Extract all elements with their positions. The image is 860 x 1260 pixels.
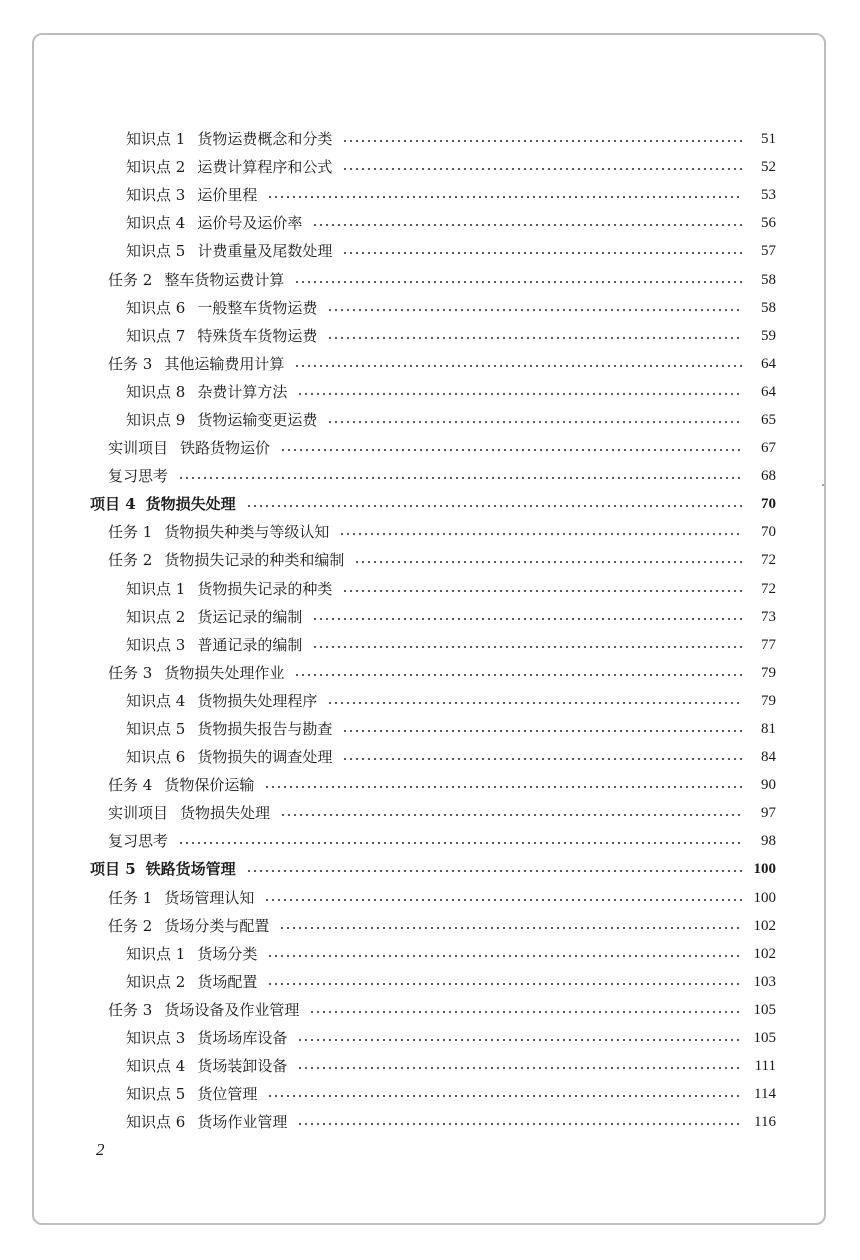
toc-entry-number: 任务 2 — [108, 551, 153, 570]
toc-entry[interactable] — [0, 350, 860, 378]
toc-entry-number: 知识点 8 — [126, 382, 186, 401]
toc-entry-page: 56 — [761, 215, 776, 232]
dot-leader — [327, 421, 742, 423]
toc-entry-title: 货运记录的编制 — [197, 607, 303, 626]
toc-entry-title: 货场配置 — [197, 972, 258, 991]
toc-entry[interactable] — [0, 406, 860, 434]
toc-entry-title: 铁路货物运价 — [180, 439, 271, 458]
dot-leader — [178, 477, 742, 479]
dot-leader — [327, 309, 742, 311]
dot-leader — [297, 1039, 742, 1041]
toc-entry[interactable] — [0, 715, 860, 743]
toc-entry[interactable] — [0, 490, 860, 518]
dot-leader — [294, 281, 742, 283]
dot-leader — [267, 955, 742, 957]
dot-leader — [342, 590, 742, 592]
toc-entry-page: 58 — [761, 271, 776, 288]
toc-entry-number: 知识点 5 — [126, 1085, 186, 1104]
toc-entry-title: 货物运输变更运费 — [197, 410, 318, 429]
toc-entry-title: 货物损失处理 — [145, 495, 236, 514]
toc-entry-number: 任务 2 — [108, 270, 153, 289]
toc-entry-page: 72 — [761, 552, 776, 569]
toc-entry-page: 102 — [753, 945, 776, 962]
toc-entry[interactable] — [0, 1108, 860, 1136]
toc-entry[interactable] — [0, 855, 860, 883]
toc-entry-title: 整车货物运费计算 — [164, 270, 285, 289]
toc-entry-page: 84 — [761, 749, 776, 766]
toc-entry-number: 知识点 5 — [126, 242, 186, 261]
toc-entry-title: 货物损失的调查处理 — [197, 748, 333, 767]
toc-entry-page: 116 — [754, 1114, 776, 1131]
dot-leader — [294, 365, 742, 367]
toc-entry-title: 货物损失种类与等级认知 — [164, 523, 330, 542]
dot-leader — [267, 196, 742, 198]
toc-entry-number: 复习思考 — [108, 832, 169, 851]
dot-leader — [354, 561, 742, 563]
toc-entry-title: 货场管理认知 — [164, 888, 255, 907]
toc-entry-page: 72 — [761, 580, 776, 597]
toc-entry-title: 货场作业管理 — [197, 1113, 288, 1132]
toc-entry-page: 65 — [761, 411, 776, 428]
toc-entry-title: 货物损失处理作业 — [164, 663, 285, 682]
toc-entry[interactable] — [0, 1024, 860, 1052]
toc-entry[interactable] — [0, 575, 860, 603]
toc-entry[interactable] — [0, 912, 860, 940]
toc-entry-page: 100 — [753, 861, 776, 878]
toc-entry-title: 一般整车货物运费 — [197, 298, 318, 317]
toc-entry[interactable] — [0, 181, 860, 209]
toc-entry-number: 任务 3 — [108, 663, 153, 682]
toc-entry-page: 64 — [761, 383, 776, 400]
toc-entry-number: 任务 4 — [108, 776, 153, 795]
toc-entry[interactable] — [0, 884, 860, 912]
toc-entry[interactable] — [0, 434, 860, 462]
toc-entry-page: 100 — [753, 889, 776, 906]
dot-leader — [309, 1011, 742, 1013]
toc-entry-title: 其他运输费用计算 — [164, 354, 285, 373]
dot-leader — [342, 758, 742, 760]
toc-entry[interactable] — [0, 322, 860, 350]
toc-entry-number: 知识点 2 — [126, 972, 186, 991]
toc-entry-number: 知识点 3 — [126, 1029, 186, 1048]
toc-entry-number: 知识点 5 — [126, 720, 186, 739]
toc-entry-number: 知识点 6 — [126, 1113, 186, 1132]
toc-entry-title: 货场分类 — [197, 944, 258, 963]
page-number: 2 — [96, 1140, 105, 1159]
toc-entry-page: 52 — [761, 159, 776, 176]
toc-entry-title: 运费计算程序和公式 — [197, 158, 333, 177]
toc-entry-title: 货物损失处理 — [180, 804, 271, 823]
toc-entry-page: 70 — [761, 496, 776, 513]
dot-leader — [327, 337, 742, 339]
toc-entry-title: 货场分类与配置 — [164, 916, 270, 935]
toc-entry-number: 任务 3 — [108, 1000, 153, 1019]
toc-entry-number: 知识点 4 — [126, 691, 186, 710]
toc-entry-title: 货场设备及作业管理 — [164, 1000, 300, 1019]
toc-entry-number: 知识点 7 — [126, 326, 186, 345]
toc-entry-page: 51 — [761, 131, 776, 148]
dot-leader — [279, 927, 742, 929]
toc-entry-number: 任务 2 — [108, 916, 153, 935]
dot-leader — [246, 870, 742, 872]
toc-entry[interactable] — [0, 603, 860, 631]
toc-entry[interactable] — [0, 687, 860, 715]
toc-entry-page: 70 — [761, 524, 776, 541]
toc-entry-title: 特殊货车货物运费 — [197, 326, 318, 345]
dot-leader — [280, 814, 742, 816]
dot-leader — [178, 842, 742, 844]
dot-leader — [312, 646, 742, 648]
dot-leader — [246, 505, 742, 507]
dot-leader — [342, 168, 742, 170]
dot-leader — [267, 983, 742, 985]
dot-leader — [342, 730, 742, 732]
dot-leader — [342, 252, 742, 254]
toc-entry-number: 项目 4 — [90, 495, 136, 514]
toc-entry-page: 79 — [761, 664, 776, 681]
toc-entry-number: 实训项目 — [108, 439, 169, 458]
toc-entry-number: 任务 1 — [108, 523, 153, 542]
toc-entry-page: 77 — [761, 636, 776, 653]
toc-entry-page: 81 — [761, 721, 776, 738]
toc-entry-number: 知识点 4 — [126, 214, 186, 233]
toc-entry-title: 货物损失记录的种类 — [197, 579, 333, 598]
toc-entry-page: 79 — [761, 692, 776, 709]
toc-entry-number: 任务 3 — [108, 354, 153, 373]
toc-entry-number: 项目 5 — [90, 860, 136, 879]
toc-entry[interactable] — [0, 996, 860, 1024]
toc-entry-number: 知识点 3 — [126, 635, 186, 654]
toc-entry-title: 货场装卸设备 — [197, 1057, 288, 1076]
dot-leader — [339, 533, 742, 535]
toc-entry-page: 73 — [761, 608, 776, 625]
toc-entry-page: 98 — [761, 833, 776, 850]
dot-leader — [297, 1067, 742, 1069]
toc-entry-title: 运价号及运价率 — [197, 214, 303, 233]
toc-entry-page: 67 — [761, 440, 776, 457]
toc-entry-title: 计费重量及尾数处理 — [197, 242, 333, 261]
toc-entry-page: 53 — [761, 187, 776, 204]
toc-entry-number: 任务 1 — [108, 888, 153, 907]
toc-entry-page: 114 — [754, 1086, 776, 1103]
toc-entry[interactable] — [0, 827, 860, 855]
toc-entry[interactable] — [0, 1052, 860, 1080]
toc-entry[interactable] — [0, 518, 860, 546]
toc-entry-title: 货场场库设备 — [197, 1029, 288, 1048]
toc-entry-page: 57 — [761, 243, 776, 260]
toc-entry-title: 货物损失报告与勘查 — [197, 720, 333, 739]
toc-entry[interactable] — [0, 771, 860, 799]
toc-entry-number: 知识点 1 — [126, 130, 186, 149]
toc-entry-title: 货物损失处理程序 — [197, 691, 318, 710]
toc-entry-page: 105 — [753, 1030, 776, 1047]
toc-entry-number: 知识点 4 — [126, 1057, 186, 1076]
scan-speck — [822, 484, 824, 486]
toc-entry-number: 知识点 2 — [126, 158, 186, 177]
toc-entry[interactable] — [0, 1080, 860, 1108]
dot-leader — [280, 449, 742, 451]
toc-entry[interactable] — [0, 125, 860, 153]
toc-entry-title: 货物保价运输 — [164, 776, 255, 795]
toc-entry[interactable] — [0, 153, 860, 181]
toc-entry-number: 知识点 3 — [126, 186, 186, 205]
toc-entry-number: 知识点 6 — [126, 748, 186, 767]
toc-entry-page: 102 — [753, 917, 776, 934]
dot-leader — [297, 393, 742, 395]
dot-leader — [342, 140, 742, 142]
toc-entry-page: 68 — [761, 468, 776, 485]
dot-leader — [264, 899, 742, 901]
toc-entry-title: 铁路货场管理 — [145, 860, 236, 879]
toc-entry-number: 知识点 1 — [126, 579, 186, 598]
toc-entry-page: 97 — [761, 805, 776, 822]
toc-entry[interactable] — [0, 631, 860, 659]
dot-leader — [294, 674, 742, 676]
toc-entry[interactable] — [0, 799, 860, 827]
toc-entry-title: 货物损失记录的种类和编制 — [164, 551, 345, 570]
toc-entry[interactable] — [0, 378, 860, 406]
toc-entry-number: 复习思考 — [108, 467, 169, 486]
toc-entry[interactable] — [0, 546, 860, 574]
toc-entry[interactable] — [0, 237, 860, 265]
toc-entry-page: 90 — [761, 777, 776, 794]
toc-entry[interactable] — [0, 743, 860, 771]
toc-entry[interactable] — [0, 968, 860, 996]
dot-leader — [312, 618, 742, 620]
toc-entry[interactable] — [0, 659, 860, 687]
toc-entry[interactable] — [0, 265, 860, 293]
toc-entry-title: 货位管理 — [197, 1085, 258, 1104]
dot-leader — [312, 224, 742, 226]
toc-entry-page: 111 — [754, 1058, 776, 1075]
dot-leader — [264, 786, 742, 788]
toc-entry-number: 实训项目 — [108, 804, 169, 823]
toc-entry[interactable] — [0, 294, 860, 322]
toc-entry-title: 杂费计算方法 — [197, 382, 288, 401]
table-of-contents — [0, 125, 860, 1136]
toc-entry-number: 知识点 1 — [126, 944, 186, 963]
toc-entry[interactable] — [0, 940, 860, 968]
toc-entry-page: 59 — [761, 327, 776, 344]
toc-entry[interactable] — [0, 462, 860, 490]
toc-entry-title: 货物运费概念和分类 — [197, 130, 333, 149]
toc-entry-number: 知识点 9 — [126, 410, 186, 429]
toc-entry-page: 105 — [753, 1001, 776, 1018]
toc-entry-title: 运价里程 — [197, 186, 258, 205]
toc-entry-title: 普通记录的编制 — [197, 635, 303, 654]
dot-leader — [327, 702, 742, 704]
toc-entry-number: 知识点 2 — [126, 607, 186, 626]
toc-entry-page: 58 — [761, 299, 776, 316]
toc-entry-page: 103 — [753, 973, 776, 990]
toc-entry[interactable] — [0, 209, 860, 237]
toc-entry-number: 知识点 6 — [126, 298, 186, 317]
toc-entry-page: 64 — [761, 355, 776, 372]
dot-leader — [297, 1123, 742, 1125]
dot-leader — [267, 1095, 742, 1097]
